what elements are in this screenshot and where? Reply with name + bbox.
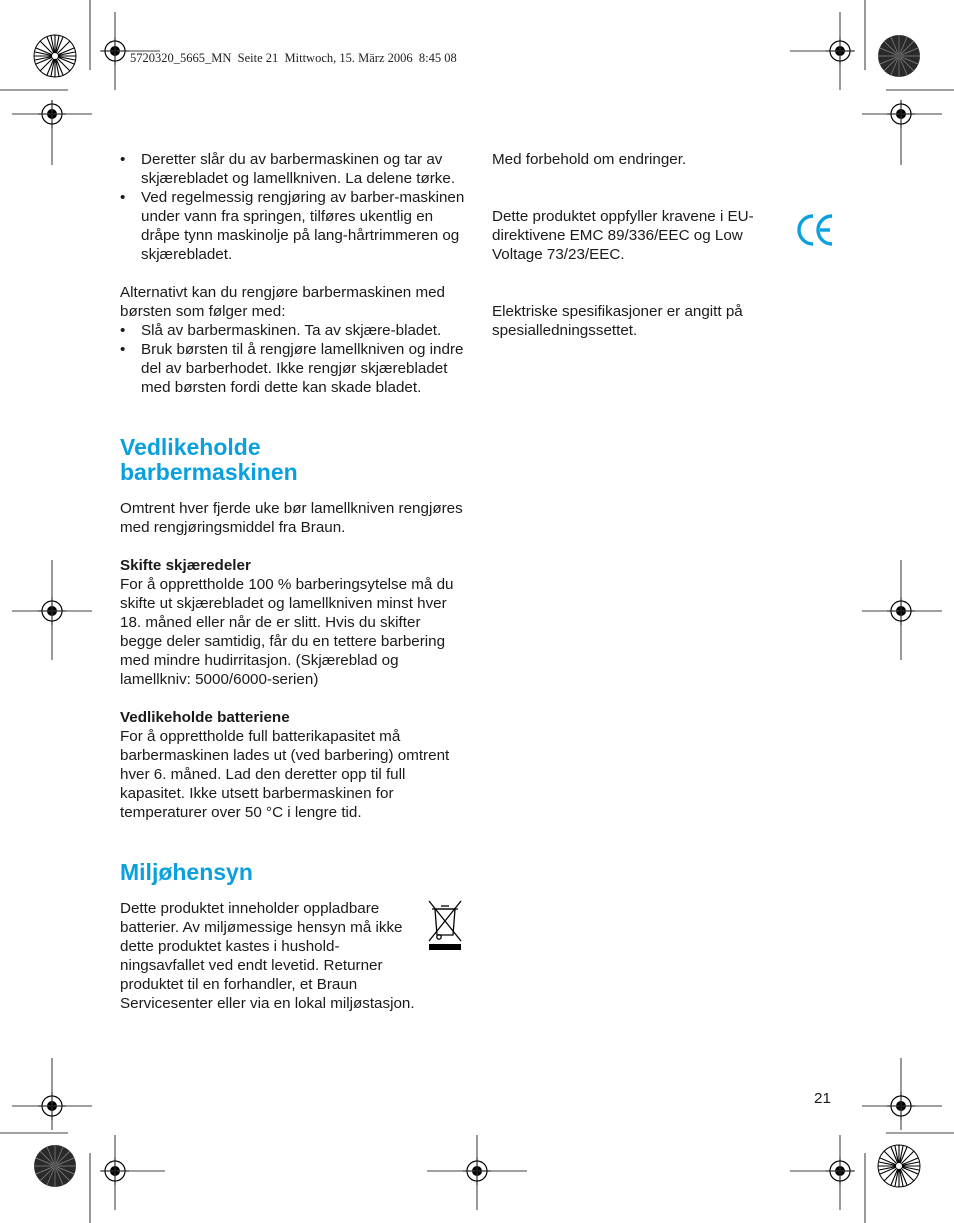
list-item: • Bruk børsten til å rengjøre lamellkniven og indre del av barberhodet. Ikke rengjør skjærebladet med børsten fordi dette kan skade bladet. [120, 340, 465, 397]
compliance-text: Dette produktet oppfyller kravene i EU-direktivene EMC 89/336/EEC og Low Voltage 73/23/EEC. [492, 208, 754, 263]
specifications-text: Elektriske spesifikasjoner er angitt på spesialledningssettet. [492, 303, 743, 339]
battery-text: For å opprettholde full batterikapasitet må barbermaskinen lades ut (ved barbering) omtrent hver 6. måned. Lad den deretter opp til full kapasitet. Ikke utsett barbermaskinen for temperaturer over 50 °C i lengre tid. [120, 728, 450, 821]
subheading-parts: Skifte skjæredeler [120, 557, 251, 574]
list-item: • Ved regelmessig rengjøring av barber-maskinen under vann fra springen, tilføres ukentlig en dråpe tynn maskinolje på lang-hårtrimmeren og skjærebladet. [120, 188, 465, 264]
maintain-text: Omtrent hver fjerde uke bør lamellkniven rengjøres med rengjøringsmiddel fra Braun. [120, 500, 463, 536]
crossed-out-wheelie-bin-icon [427, 899, 463, 951]
list-item: • Deretter slår du av barbermaskinen og tar av skjærebladet og lamellkniven. La delene tørke. [120, 150, 465, 188]
list-item: • Slå av barbermaskinen. Ta av skjære-bladet. [120, 321, 465, 340]
parts-text: For å opprettholde 100 % barberingsytelse må du skifte ut skjærebladet og lamellkniven minst hver 18. måned eller når de er slitt. Hvis du skifter begge deler samtidig, får du en tettere barbering med mindre hudirritasjon. (Skjæreblad og lamellkniv: 5000/6000-serien) [120, 576, 454, 688]
ce-mark-icon [796, 212, 836, 248]
right-column [492, 150, 782, 340]
left-column [120, 150, 465, 1013]
heading-maintain: Vedlikeholde barbermaskinen [120, 434, 298, 485]
page-number: 21 [814, 1090, 831, 1107]
reservation-note: Med forbehold om endringer. [492, 151, 687, 168]
brush-intro: Alternativt kan du rengjøre barbermaskinen med børsten som følger med: [120, 284, 446, 320]
brush-bullets [120, 321, 465, 397]
heading-environment: Miljøhensyn [120, 859, 253, 885]
environment-section [120, 899, 465, 1013]
environment-text: Dette produktet inneholder oppladbare batterier. Av miljømessige hensyn må ikke dette produktet kastes i hushold-ningsavfallet ved endt levetid. Returner produktet til en forhandler, et Braun Servicesenter eller via en lokal miljøstasjon. [120, 900, 415, 1012]
printer-slug: 5720320_5665_MN Seite 21 Mittwoch, 15. März 2006 8:45 08 [130, 51, 457, 65]
subheading-battery: Vedlikeholde batteriene [120, 709, 290, 726]
cleaning-bullets [120, 150, 465, 264]
